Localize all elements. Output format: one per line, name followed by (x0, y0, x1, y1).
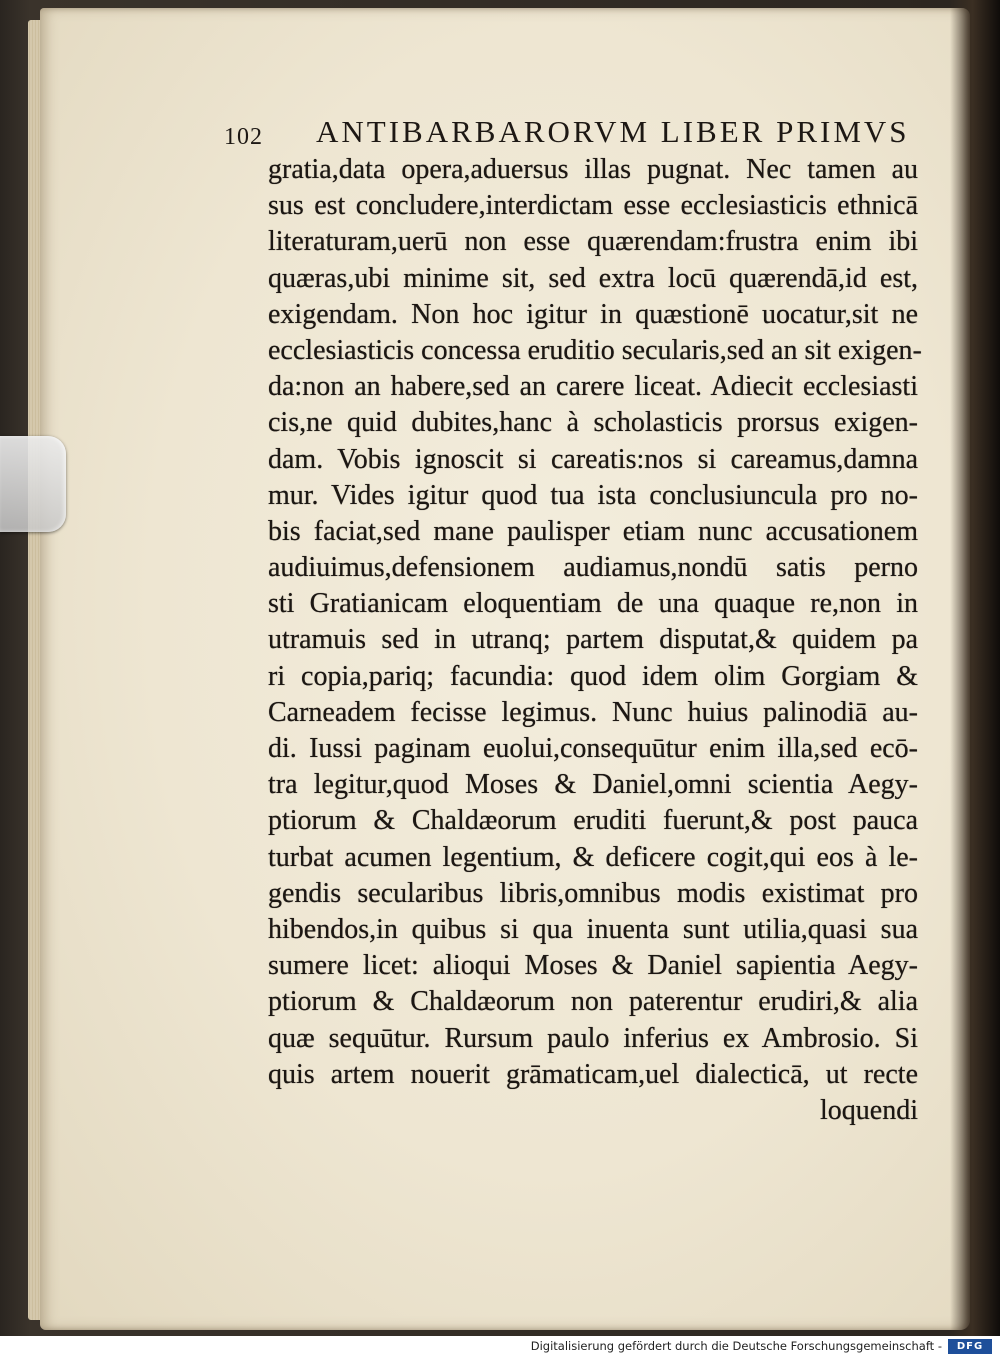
text-line: exigendam. Non hoc igitur in quæstionē uocatur,sit ne (268, 298, 918, 330)
text-line: di. Iussi paginam euolui,consequūtur enim illa,sed ecō- (268, 733, 918, 764)
text-line: ptiorum & Chaldæorum non paterentur erudiri,& alia (268, 986, 918, 1018)
page-clip (0, 436, 66, 532)
text-line: Carneadem fecisse legimus. Nunc huius palinodiā au- (268, 696, 918, 728)
text-block (268, 152, 922, 1129)
dfg-logo: DFG (948, 1339, 992, 1354)
text-line: ecclesiasticis concessa eruditio secularis,sed an sit exigen- (268, 334, 922, 366)
text-line: literaturam,uerū non esse quærendam:frustra enim ibi (268, 226, 918, 258)
text-line: hibendos,in quibus si qua inuenta sunt utilia,quasi sua (268, 913, 918, 945)
text-line: ptiorum & Chaldæorum eruditi fuerunt,& post pauca (268, 805, 918, 837)
text-line: cis,ne quid dubites,hanc à scholasticis prorsus exigen- (268, 407, 918, 439)
text-line: da:non an habere,sed an carere liceat. Adiecit ecclesiasti (268, 371, 918, 403)
text-line: gendis secularibus libris,omnibus modis existimat pro (268, 877, 918, 909)
text-line: bis faciat,sed mane paulisper etiam nunc accusationem (268, 515, 918, 547)
text-line: turbat acumen legentium, & deficere cogit,qui eos à le- (268, 841, 918, 873)
text-line: quæras,ubi minime sit, sed extra locū quærendā,id est, (268, 262, 918, 294)
text-line: gratia,data opera,aduersus illas pugnat. Nec tamen au (268, 154, 918, 185)
text-line: quis artem nouerit grāmaticam,uel dialecticā, ut recte (268, 1058, 918, 1090)
binding-gutter (950, 0, 1000, 1336)
text-line: sti Gratianicam eloquentiam de una quaque re,non in (268, 588, 918, 620)
text-line: mur. Vides igitur quod tua ista conclusiuncula pro no- (268, 479, 918, 511)
text-line: utramuis sed in utranq; partem disputat,& quidem pa (268, 624, 918, 656)
footer-bar (0, 1336, 1000, 1358)
funding-credit: Digitalisierung gefördert durch die Deutsche Forschungsgemeinschaft - (530, 1339, 942, 1353)
text-line: ri copia,pariq; facundia: quod idem olim Gorgiam & (268, 660, 918, 692)
page-number: 102 (224, 124, 263, 150)
text-line: sumere licet: alioqui Moses & Daniel sapientia Aegy- (268, 950, 918, 982)
text-line: dam. Vobis ignoscit si careatis:nos si careamus,damna (268, 443, 918, 475)
running-header (224, 110, 924, 150)
text-line: audiuimus,defensionem audiamus,nondū satis perno (268, 552, 918, 584)
running-title: ANTIBARBARORVM LIBER PRIMVS (316, 114, 910, 149)
text-line: quæ sequūtur. Rursum paulo inferius ex Ambrosio. Si (268, 1022, 918, 1054)
text-line: tra legitur,quod Moses & Daniel,omni scientia Aegy- (268, 769, 918, 801)
catchword: loquendi (820, 1094, 918, 1126)
text-line: sus est concludere,interdictam esse ecclesiasticis ethnicā (268, 190, 918, 222)
